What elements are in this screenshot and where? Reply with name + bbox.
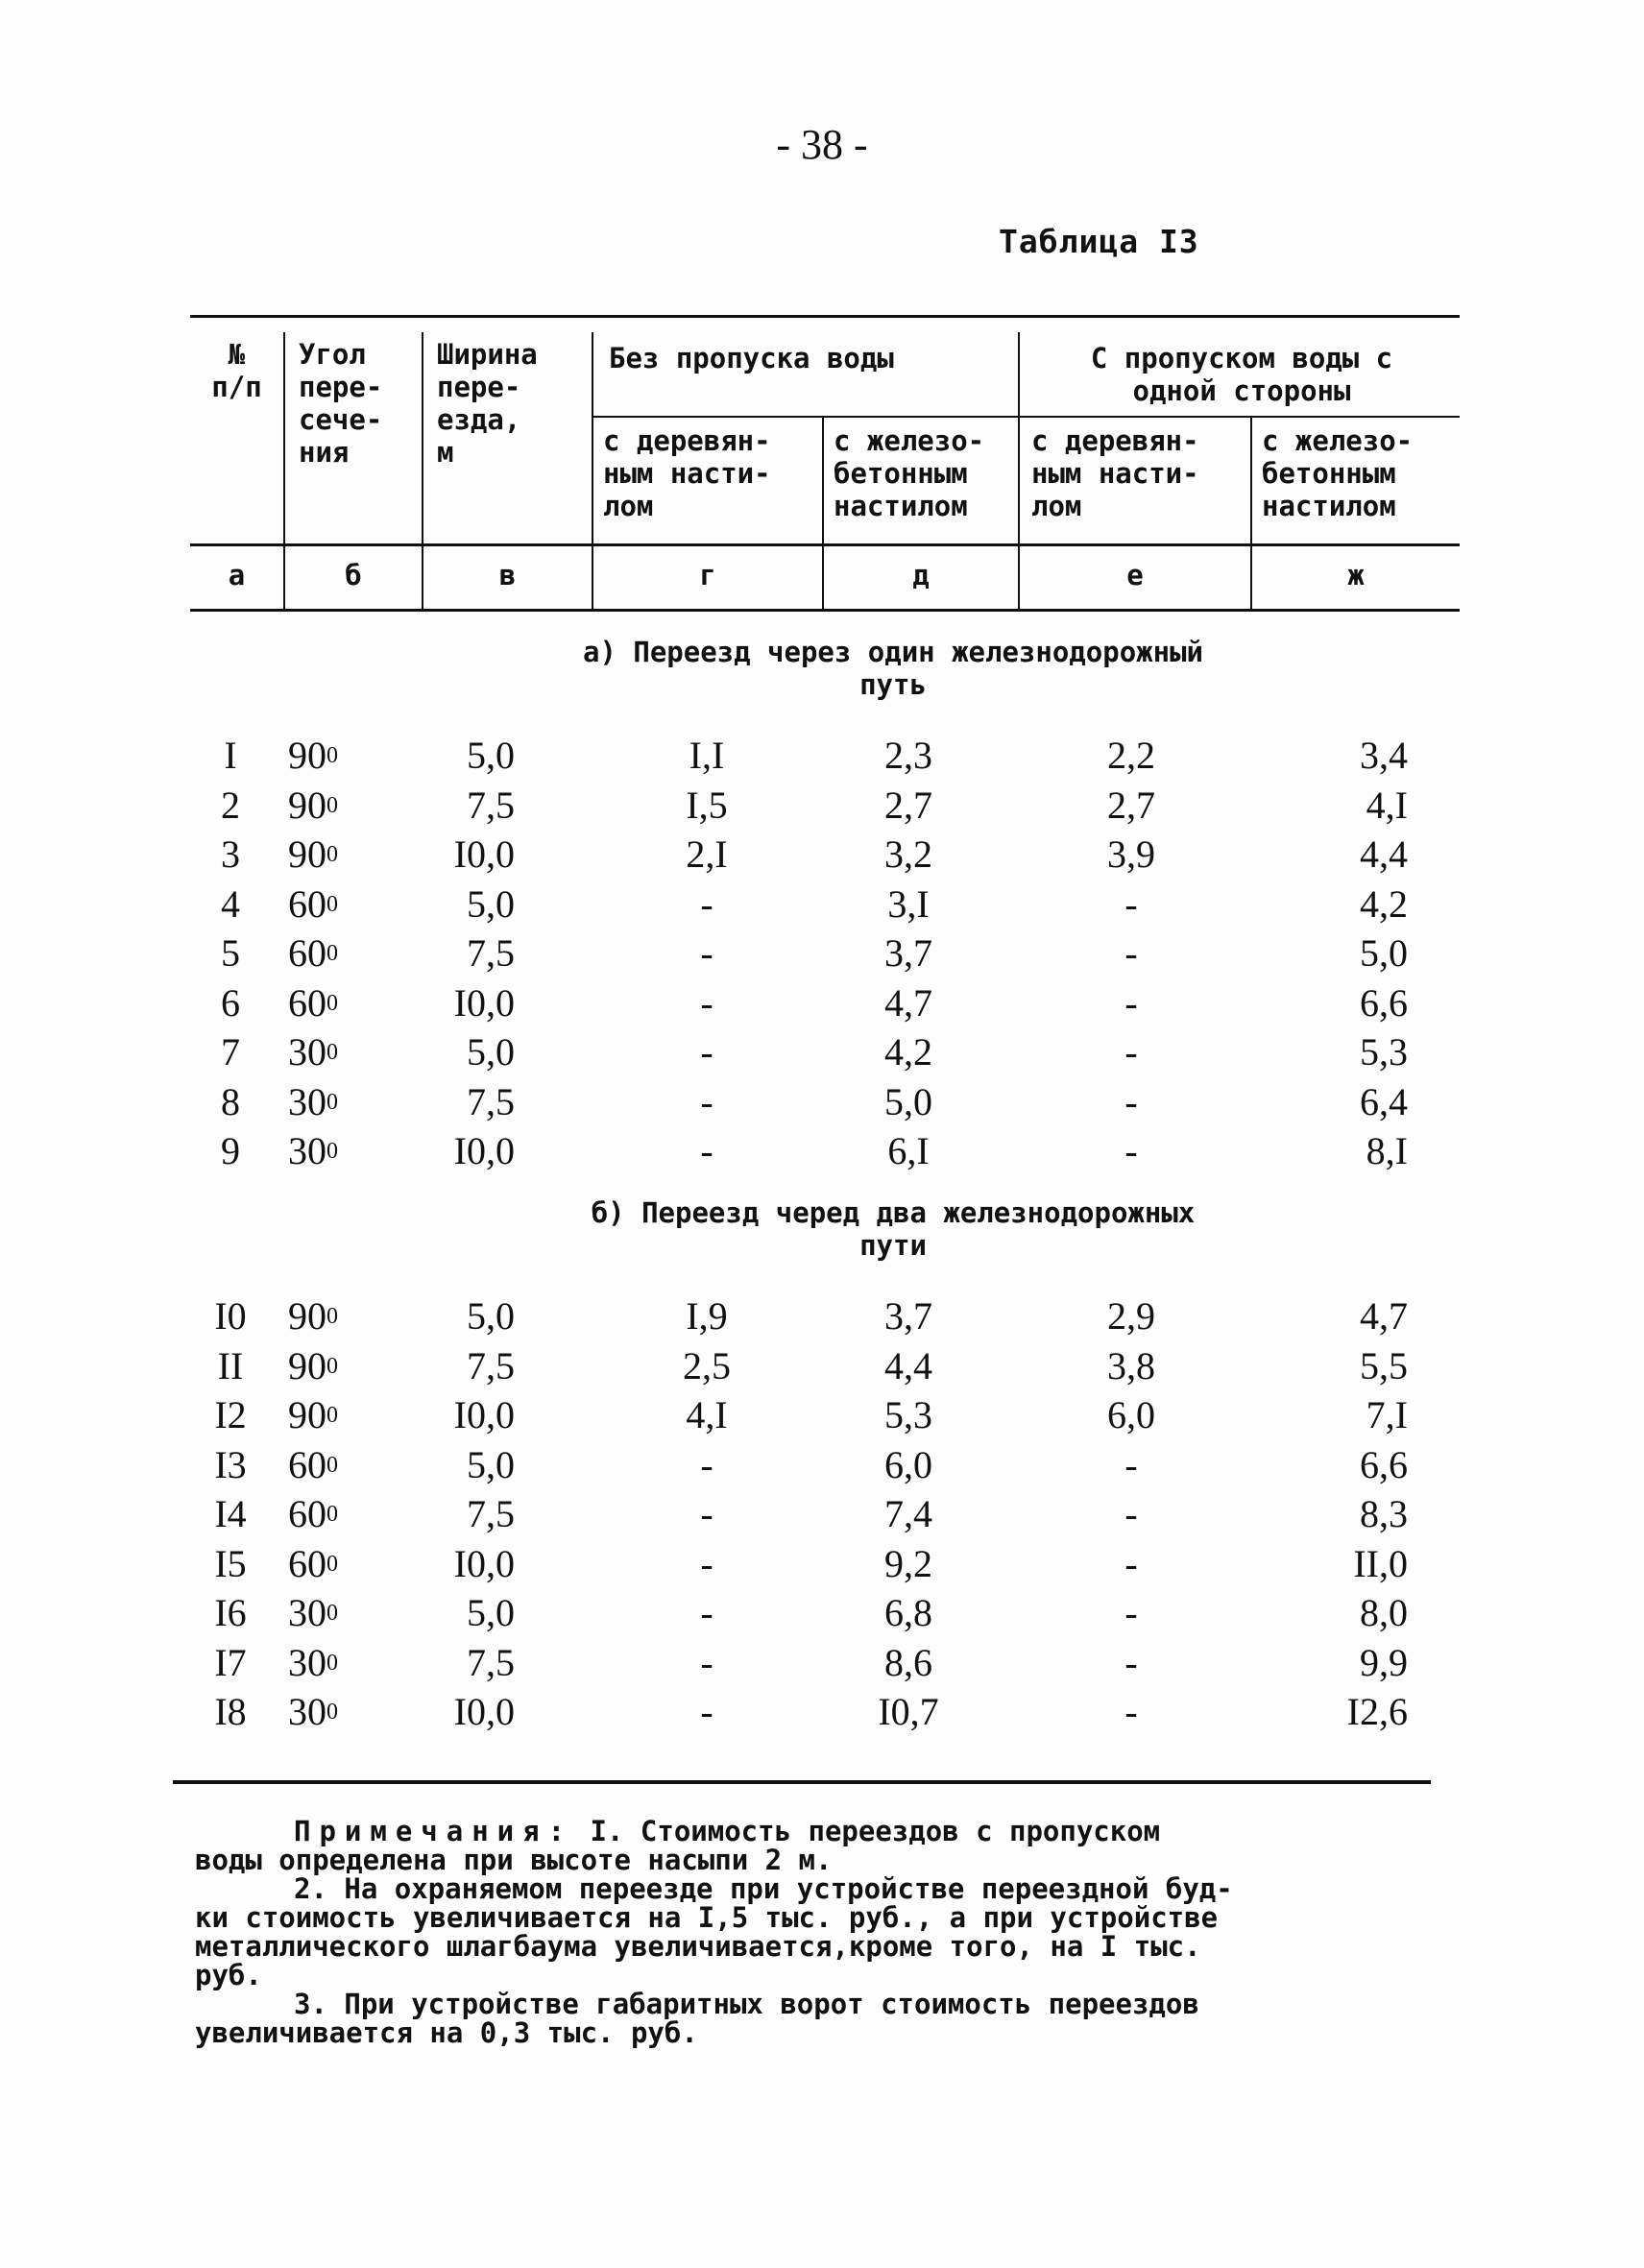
- header-sub-wood: с деревян- ным насти- лом: [1031, 424, 1199, 522]
- wood-water-cell: -: [1124, 882, 1138, 926]
- table-row: [0, 1292, 1644, 1340]
- table-row: [0, 1688, 1644, 1736]
- concrete-water-cell: 6,6: [1360, 1443, 1408, 1486]
- angle-cell: [288, 1127, 423, 1175]
- notes-label: Примечания:: [294, 1815, 574, 1847]
- concrete-water-cell: 5,0: [1360, 931, 1408, 975]
- table-bottom-rule: [173, 1780, 1431, 1784]
- wood-no-water-cell: -: [700, 1591, 713, 1634]
- width-cell: I0,0: [453, 832, 515, 876]
- degree-mark: 0: [326, 1700, 338, 1725]
- angle-value: 30: [288, 1690, 326, 1733]
- angle-value: 30: [288, 1080, 326, 1123]
- concrete-no-water-cell: 4,4: [884, 1344, 932, 1387]
- angle-cell: [288, 979, 423, 1027]
- concrete-water-cell: 6,4: [1360, 1080, 1408, 1123]
- table-row: [0, 1127, 1644, 1175]
- concrete-water-cell: 8,3: [1360, 1492, 1408, 1535]
- concrete-water-cell: 7,I: [1366, 1393, 1408, 1436]
- note-line: 3. При устройстве габаритных ворот стоимость переездов: [294, 1988, 1199, 2020]
- page-number: - 38 -: [776, 121, 868, 168]
- width-cell: I0,0: [453, 981, 515, 1025]
- table-row: [0, 1028, 1644, 1076]
- note-line: ки стоимость увеличивается на I,5 тыс. руб., а при устройстве: [195, 1901, 1219, 1934]
- width-cell: 5,0: [467, 1030, 515, 1074]
- angle-value: 60: [288, 1492, 326, 1535]
- width-cell: 7,5: [467, 784, 515, 827]
- concrete-water-cell: 8,0: [1360, 1591, 1408, 1634]
- row-number: 2: [221, 784, 240, 827]
- wood-water-cell: -: [1124, 981, 1138, 1025]
- angle-value: 30: [288, 1641, 326, 1684]
- column-letter: е: [1126, 559, 1144, 591]
- row-number: 4: [221, 882, 240, 926]
- concrete-no-water-cell: 4,2: [884, 1030, 932, 1074]
- table-row: [0, 1639, 1644, 1687]
- header-col-number: № п/п: [211, 338, 262, 403]
- wood-no-water-cell: 2,5: [683, 1344, 731, 1387]
- angle-value: 90: [288, 1344, 326, 1387]
- concrete-no-water-cell: 6,I: [887, 1129, 930, 1172]
- wood-no-water-cell: 2,I: [686, 832, 728, 876]
- wood-no-water-cell: I,5: [686, 784, 728, 827]
- table-row: [0, 1441, 1644, 1489]
- angle-value: 60: [288, 981, 326, 1025]
- degree-mark: 0: [326, 1139, 338, 1164]
- concrete-no-water-cell: 4,7: [884, 981, 932, 1025]
- column-letter: ж: [1347, 559, 1365, 591]
- width-cell: 5,0: [467, 882, 515, 926]
- degree-mark: 0: [326, 1552, 338, 1577]
- header-sub-concrete: с железо- бетонным настилом: [834, 424, 985, 522]
- row-number: 5: [221, 931, 240, 975]
- concrete-water-cell: 5,3: [1360, 1030, 1408, 1074]
- concrete-no-water-cell: 5,0: [884, 1080, 932, 1123]
- table-row: [0, 979, 1644, 1027]
- concrete-no-water-cell: I0,7: [878, 1690, 939, 1733]
- wood-no-water-cell: -: [700, 1030, 713, 1074]
- degree-mark: 0: [326, 892, 338, 917]
- concrete-no-water-cell: 2,7: [884, 784, 932, 827]
- angle-value: 30: [288, 1591, 326, 1634]
- row-number: 8: [221, 1080, 240, 1123]
- concrete-water-cell: 5,5: [1360, 1344, 1408, 1387]
- wood-water-cell: -: [1124, 1492, 1138, 1535]
- header-group-water: С пропуском воды с одной стороны: [1090, 342, 1393, 407]
- angle-cell: [288, 1589, 423, 1637]
- table-row: [0, 1490, 1644, 1538]
- notes-block: [195, 1817, 1443, 2047]
- column-letter: д: [912, 559, 930, 591]
- wood-no-water-cell: -: [700, 1129, 713, 1172]
- angle-value: 90: [288, 1294, 326, 1338]
- concrete-no-water-cell: 3,I: [887, 882, 930, 926]
- angle-cell: [288, 782, 423, 830]
- row-number: I3: [214, 1443, 247, 1486]
- angle-value: 60: [288, 1542, 326, 1585]
- row-number: I5: [214, 1542, 247, 1585]
- header-mid-rule: [190, 543, 1460, 546]
- angle-value: 90: [288, 1393, 326, 1436]
- note-line: увеличивается на 0,3 тыс. руб.: [195, 2016, 698, 2049]
- concrete-no-water-cell: 8,6: [884, 1641, 932, 1684]
- width-cell: I0,0: [453, 1393, 515, 1436]
- row-number: I8: [214, 1690, 247, 1733]
- concrete-no-water-cell: 3,2: [884, 832, 932, 876]
- degree-mark: 0: [326, 1453, 338, 1478]
- wood-water-cell: -: [1124, 931, 1138, 975]
- width-cell: I0,0: [453, 1690, 515, 1733]
- concrete-water-cell: 8,I: [1366, 1129, 1408, 1172]
- wood-water-cell: -: [1124, 1641, 1138, 1684]
- width-cell: 7,5: [467, 1641, 515, 1684]
- wood-water-cell: 3,9: [1107, 832, 1155, 876]
- concrete-water-cell: 6,6: [1360, 981, 1408, 1025]
- angle-value: 30: [288, 1030, 326, 1074]
- concrete-no-water-cell: 6,0: [884, 1443, 932, 1486]
- width-cell: 7,5: [467, 1492, 515, 1535]
- width-cell: 5,0: [467, 1591, 515, 1634]
- concrete-water-cell: I2,6: [1346, 1690, 1408, 1733]
- note-line: металлического шлагбаума увеличивается,кроме того, на I тыс.: [195, 1930, 1201, 1963]
- wood-water-cell: -: [1124, 1591, 1138, 1634]
- wood-water-cell: 2,2: [1107, 734, 1155, 777]
- row-number: I0: [214, 1294, 247, 1338]
- degree-mark: 0: [326, 1403, 338, 1428]
- concrete-no-water-cell: 7,4: [884, 1492, 932, 1535]
- angle-value: 90: [288, 734, 326, 777]
- angle-cell: [288, 732, 423, 780]
- angle-cell: [288, 831, 423, 879]
- table-row: [0, 831, 1644, 879]
- row-number: I2: [214, 1393, 247, 1436]
- concrete-no-water-cell: 3,7: [884, 931, 932, 975]
- note-line: I. Стоимость переездов с пропуском: [573, 1815, 1161, 1847]
- note-line: воды определена при высоте насыпи 2 м.: [195, 1844, 833, 1876]
- concrete-water-cell: 4,7: [1360, 1294, 1408, 1338]
- wood-no-water-cell: -: [700, 1641, 713, 1684]
- angle-cell: [288, 1342, 423, 1390]
- row-number: I: [224, 734, 237, 777]
- wood-no-water-cell: -: [700, 931, 713, 975]
- column-letter: б: [345, 559, 362, 591]
- concrete-water-cell: 9,9: [1360, 1641, 1408, 1684]
- concrete-no-water-cell: 6,8: [884, 1591, 932, 1634]
- angle-cell: [288, 1490, 423, 1538]
- angle-value: 90: [288, 832, 326, 876]
- wood-no-water-cell: -: [700, 1443, 713, 1486]
- table-row: [0, 782, 1644, 830]
- degree-mark: 0: [326, 1502, 338, 1527]
- header-col-width: Ширина пере- езда, м: [437, 338, 538, 469]
- degree-mark: 0: [326, 1304, 338, 1329]
- wood-no-water-cell: -: [700, 1080, 713, 1123]
- concrete-no-water-cell: 9,2: [884, 1542, 932, 1585]
- wood-water-cell: -: [1124, 1542, 1138, 1585]
- row-number: 6: [221, 981, 240, 1025]
- width-cell: 5,0: [467, 734, 515, 777]
- table-row: [0, 929, 1644, 977]
- wood-no-water-cell: -: [700, 981, 713, 1025]
- wood-no-water-cell: 4,I: [686, 1393, 728, 1436]
- header-bottom-rule: [190, 609, 1460, 612]
- table-row: [0, 1589, 1644, 1637]
- wood-no-water-cell: -: [700, 882, 713, 926]
- concrete-water-cell: 3,4: [1360, 734, 1408, 777]
- concrete-water-cell: II,0: [1353, 1542, 1408, 1585]
- table-caption: Таблица I3: [999, 223, 1199, 260]
- row-number: 9: [221, 1129, 240, 1172]
- width-cell: 5,0: [467, 1443, 515, 1486]
- wood-no-water-cell: -: [700, 1690, 713, 1733]
- header-sub-wood: с деревян- ным насти- лом: [603, 424, 771, 522]
- angle-cell: [288, 1540, 423, 1588]
- note-line: руб.: [195, 1959, 262, 1991]
- degree-mark: 0: [326, 793, 338, 818]
- width-cell: 7,5: [467, 1344, 515, 1387]
- table-row: [0, 1078, 1644, 1126]
- concrete-no-water-cell: 3,7: [884, 1294, 932, 1338]
- header-top-rule: [190, 315, 1460, 318]
- angle-value: 30: [288, 1129, 326, 1172]
- table-row: [0, 1391, 1644, 1439]
- table-row: [0, 732, 1644, 780]
- wood-water-cell: 3,8: [1107, 1344, 1155, 1387]
- degree-mark: 0: [326, 842, 338, 867]
- row-number: 7: [221, 1030, 240, 1074]
- degree-mark: 0: [326, 1601, 338, 1626]
- degree-mark: 0: [326, 1354, 338, 1379]
- section-title: а) Переезд через один железнодорожный путь: [582, 636, 1203, 701]
- angle-value: 90: [288, 784, 326, 827]
- header-group-no-water: Без пропуска воды: [609, 342, 894, 374]
- wood-no-water-cell: -: [700, 1542, 713, 1585]
- header-col-angle: Угол пере- сече- ния: [299, 338, 383, 469]
- width-cell: I0,0: [453, 1542, 515, 1585]
- angle-cell: [288, 929, 423, 977]
- column-letter: а: [228, 559, 246, 591]
- header-sub-concrete: с железо- бетонным настилом: [1262, 424, 1414, 522]
- wood-water-cell: 2,7: [1107, 784, 1155, 827]
- angle-value: 60: [288, 1443, 326, 1486]
- section-title: б) Переезд черед два железнодорожных пути: [591, 1196, 1196, 1262]
- concrete-water-cell: 4,2: [1360, 882, 1408, 926]
- wood-water-cell: -: [1124, 1129, 1138, 1172]
- wood-water-cell: -: [1124, 1080, 1138, 1123]
- column-letter: г: [699, 559, 716, 591]
- table-row: [0, 1342, 1644, 1390]
- wood-water-cell: -: [1124, 1443, 1138, 1486]
- degree-mark: 0: [326, 743, 338, 768]
- concrete-no-water-cell: 5,3: [884, 1393, 932, 1436]
- wood-no-water-cell: I,I: [689, 734, 725, 777]
- angle-cell: [288, 1391, 423, 1439]
- angle-value: 60: [288, 882, 326, 926]
- width-cell: 7,5: [467, 1080, 515, 1123]
- concrete-water-cell: 4,I: [1366, 784, 1408, 827]
- table-row: [0, 1540, 1644, 1588]
- degree-mark: 0: [326, 941, 338, 966]
- angle-cell: [288, 1292, 423, 1340]
- degree-mark: 0: [326, 991, 338, 1016]
- wood-water-cell: -: [1124, 1030, 1138, 1074]
- row-number: 3: [221, 832, 240, 876]
- concrete-no-water-cell: 2,3: [884, 734, 932, 777]
- row-number: II: [217, 1344, 244, 1387]
- angle-cell: [288, 881, 423, 929]
- angle-cell: [288, 1078, 423, 1126]
- wood-no-water-cell: I,9: [686, 1294, 728, 1338]
- degree-mark: 0: [326, 1651, 338, 1676]
- angle-value: 60: [288, 931, 326, 975]
- row-number: I7: [214, 1641, 247, 1684]
- width-cell: 5,0: [467, 1294, 515, 1338]
- concrete-water-cell: 4,4: [1360, 832, 1408, 876]
- row-number: I6: [214, 1591, 247, 1634]
- wood-water-cell: -: [1124, 1690, 1138, 1733]
- degree-mark: 0: [326, 1040, 338, 1065]
- header-group-rule: [593, 416, 1460, 418]
- wood-water-cell: 6,0: [1107, 1393, 1155, 1436]
- width-cell: 7,5: [467, 931, 515, 975]
- row-number: I4: [214, 1492, 247, 1535]
- angle-cell: [288, 1028, 423, 1076]
- wood-water-cell: 2,9: [1107, 1294, 1155, 1338]
- angle-cell: [288, 1441, 423, 1489]
- angle-cell: [288, 1688, 423, 1736]
- width-cell: I0,0: [453, 1129, 515, 1172]
- degree-mark: 0: [326, 1090, 338, 1115]
- column-letter: в: [498, 559, 517, 591]
- wood-no-water-cell: -: [700, 1492, 713, 1535]
- table-row: [0, 881, 1644, 929]
- note-line: 2. На охраняемом переезде при устройстве переездной буд-: [294, 1872, 1233, 1905]
- angle-cell: [288, 1639, 423, 1687]
